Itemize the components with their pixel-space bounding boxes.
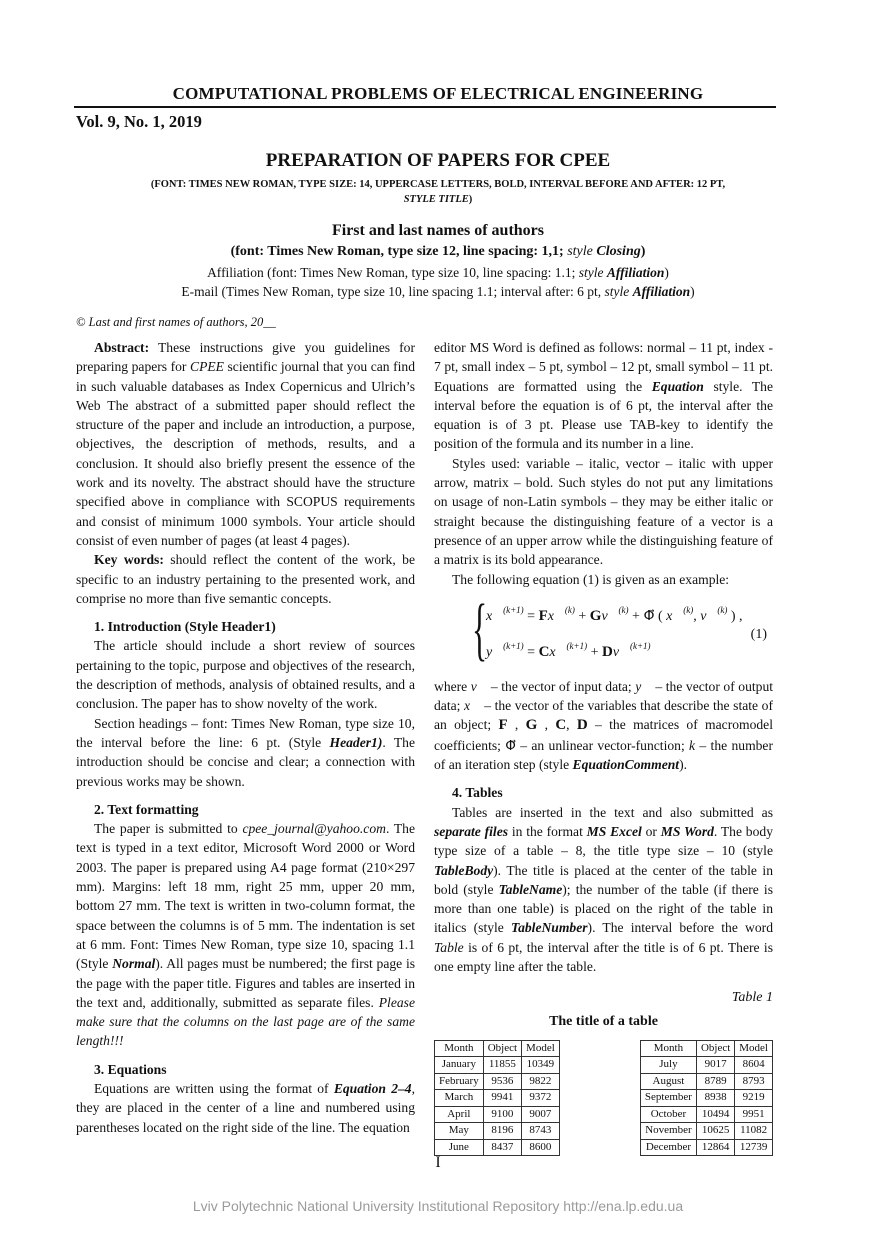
text-run: Normal	[112, 956, 156, 972]
paragraph	[434, 454, 773, 570]
text-run: in the format	[508, 823, 587, 839]
table-cell: 12739	[735, 1139, 773, 1156]
author-names: First and last names of authors	[331, 222, 544, 239]
text-run: Header1)	[329, 734, 383, 750]
table-header-row	[640, 1040, 772, 1057]
table-cell: 9100	[483, 1106, 521, 1123]
text-run: The paper is submitted to	[94, 821, 243, 837]
copyright: © Last and first names of authors, 20__	[76, 315, 276, 329]
text-run: Abstract:	[94, 340, 150, 355]
text-run: C	[538, 643, 550, 660]
text-run: . The text is typed in a text editor, Microsoft Word 2000 or Word 2003. The paper is prepared using A4 page format (210×297 mm). Margins: left 18 mm, right 25 mm, upper 20 mm, bottom 27 mm. The text is written in two-column format, the space between the columns is of 5 mm. The indentation is set at 6 mm. Font: Times New Roman, type size 10, spacing 1.1 (Style	[76, 821, 415, 972]
table-right	[640, 1040, 773, 1157]
text-run: Affiliation	[606, 265, 665, 280]
table-cell: 8789	[696, 1073, 734, 1090]
left-column	[76, 338, 415, 1137]
table-1	[434, 1040, 773, 1157]
text-run: C	[555, 717, 567, 734]
abstract	[76, 338, 415, 550]
text-run: ); the number of the table (if there is more than one table) is placed on the right of the table in italics (style	[434, 881, 773, 936]
text-run: (k)	[564, 604, 575, 615]
text-run: where	[434, 678, 471, 694]
text-run: ,	[693, 608, 701, 624]
volume-info: Vol. 9, No. 1, 2019	[76, 112, 202, 131]
table-cell: 9941	[483, 1090, 521, 1107]
text-run: EquationComment	[572, 757, 680, 773]
email-line	[0, 284, 876, 300]
text-run: Table	[434, 939, 464, 955]
text-run: F	[498, 717, 508, 734]
text-run: Tables are inserted in the text and also submitted as	[452, 804, 773, 820]
table-row	[435, 1073, 560, 1090]
column-header: Month	[640, 1040, 696, 1057]
text-run: Equations are written using the format of	[94, 1080, 334, 1096]
text-run: )	[664, 265, 669, 280]
text-run: =	[523, 644, 539, 660]
text-run: ,	[507, 717, 526, 733]
text-run: v⃗	[700, 608, 718, 624]
text-run: – the vector of output data;	[434, 678, 774, 714]
text-run: k	[689, 737, 696, 753]
paragraph	[76, 819, 415, 1051]
equation-comment	[434, 677, 773, 774]
table-cell: November	[640, 1123, 696, 1140]
text-run: x⃗	[549, 644, 567, 660]
table-cell: 10349	[522, 1057, 560, 1074]
text-run: G	[525, 717, 538, 734]
text-run: – the number of an iteration step (style	[434, 737, 773, 773]
text-run: CPEE	[190, 359, 224, 375]
table-cell: March	[435, 1090, 484, 1107]
text-run: . The body type size of a table – 8, the title type size – 10 (style	[434, 823, 773, 859]
table-cell: 9219	[735, 1090, 773, 1107]
table-left	[434, 1040, 560, 1157]
text-run: (k+1)	[566, 640, 588, 651]
text-run: Equation 2–4	[333, 1080, 412, 1096]
table-cell: 8743	[522, 1123, 560, 1140]
table-cell: 9372	[522, 1090, 560, 1107]
equation-number: (1)	[750, 626, 767, 642]
title-note-end: )	[468, 194, 473, 205]
table-cell: May	[435, 1123, 484, 1140]
table-row	[640, 1057, 772, 1074]
table-title: The title of a table	[549, 1013, 658, 1029]
text-run: Key words:	[94, 552, 164, 568]
table-cell: 8793	[735, 1073, 773, 1090]
table-cell: 9951	[735, 1106, 773, 1123]
author-note	[0, 244, 876, 260]
right-column	[434, 338, 773, 1156]
text-run: scientific journal that you can find in such valuable databases as Index Copernicus and Ulrich’s Web The abstract of a submitted paper should reflect the structure of the paper and include an introduction, a purpose, objectives, the description of methods, results, and a conclusion. It should also briefly present the essence of the work and its novelty. The abstract should have the structure specified above in compliance with SCOPUS requirements and consist of minimum 1000 symbols. Your article should consist of even number of pages (at least 4 pages).	[76, 359, 415, 548]
text-run: x⃗	[486, 608, 504, 624]
table-cell: 10494	[696, 1106, 734, 1123]
text-run: y⃗	[486, 644, 504, 660]
table-cell: October	[640, 1106, 696, 1123]
section-heading: 4. Tables	[452, 785, 503, 801]
text-run: =	[523, 608, 539, 624]
table-row	[435, 1057, 560, 1074]
table-cell: 9007	[522, 1106, 560, 1123]
text-run: Styles used: variable – italic, vector – italic with upper arrow, matrix – bold. Such styles do not put any limitations on usage of non-Latin symbols – they may be either italic or straight because the distinguishing feature of a vector is a presence of an upper arrow while the distinguishing feature of a matrix is its bold appearance.	[434, 455, 773, 568]
paragraph	[434, 803, 773, 977]
table-cell: June	[435, 1139, 484, 1156]
table-number: Table 1	[731, 990, 773, 1006]
text-run: + Φ⃗ (	[628, 608, 667, 624]
title-note	[150, 177, 726, 207]
table-cell: 8600	[522, 1139, 560, 1156]
text-run: )	[640, 244, 646, 259]
section-heading: 3. Equations	[94, 1061, 167, 1077]
table-cell: 8604	[735, 1057, 773, 1074]
table-cell: 8196	[483, 1123, 521, 1140]
text-run: (k)	[717, 604, 728, 615]
text-run: or	[641, 823, 661, 839]
text-run: – the vector of input data;	[487, 678, 636, 694]
table-cell: January	[435, 1057, 484, 1074]
text-run: ,	[566, 717, 577, 733]
text-run: style	[604, 284, 633, 299]
paragraph	[76, 636, 415, 713]
paragraph	[434, 570, 773, 589]
table-cell: 10625	[696, 1123, 734, 1140]
text-run: – the vector of the variables that describe the state of an object;	[434, 698, 773, 733]
equation-1	[434, 590, 773, 673]
text-run: v⃗	[470, 678, 488, 694]
text-run: cpee_journal@yahoo.com	[242, 821, 386, 837]
text-run: x⃗	[464, 698, 481, 714]
table-cell: 9536	[483, 1073, 521, 1090]
text-run: is of 6 pt, the interval after the title is of 6 pt. There is one empty line after the table.	[434, 939, 773, 975]
text-run: separate files	[434, 823, 509, 839]
title-note-text: (FONT: TIMES NEW ROMAN, TYPE SIZE: 14, UPPERCASE LETTERS, BOLD, INTERVAL BEFORE AND AFTER: 12 PT,	[150, 179, 726, 190]
table-row	[435, 1106, 560, 1123]
table-cell: July	[640, 1057, 696, 1074]
text-run: TableNumber	[511, 920, 588, 936]
text-run: The following equation (1) is given as an example:	[452, 571, 730, 587]
text-run: D	[602, 643, 613, 660]
paper-title: PREPARATION OF PAPERS FOR CPEE	[265, 150, 611, 171]
text-run: , they are placed in the center of a line and numbered using parentheses located on the right side of the line. The equation	[76, 1080, 415, 1135]
text-run: (k)	[618, 604, 629, 615]
text-run: +	[587, 644, 602, 660]
affiliation	[0, 265, 876, 281]
text-run: The article should include a short review of sources pertaining to the topic, purpose and objectives of the research, the description of methods, analysis of obtained results, and a conclusion. The paper has to show novelty of the work.	[76, 638, 415, 712]
text-run: ). All pages must be numbered; the first page is the page with the paper title. Figures and tables are inserted in the text and, additionally, submitted as separate files.	[76, 956, 416, 1010]
text-run: (k+1)	[503, 604, 524, 615]
text-run: (font: Times New Roman, type size 12, line spacing: 1,1;	[230, 244, 568, 259]
table-row	[435, 1123, 560, 1140]
section-heading: 1. Introduction (Style Header1)	[94, 619, 276, 635]
table-row	[640, 1106, 772, 1123]
text-run: G	[589, 607, 602, 624]
table-row	[640, 1123, 772, 1140]
text-run: +	[574, 608, 590, 624]
text-run: (k+1)	[503, 640, 524, 651]
table-cell: 8437	[483, 1139, 521, 1156]
text-run: style. The interval before the equation is of 6 pt, the interval after the equation is of 3 pt. Please use TAB-key to identify the position of the formula and its number in a line.	[434, 378, 773, 452]
repository-footer: Lviv Polytechnic National University Institutional Repository http://ena.lp.edu.ua	[192, 1198, 684, 1214]
section-heading: 2. Text formatting	[94, 801, 199, 817]
table-row	[640, 1090, 772, 1107]
text-run: TableBody	[434, 862, 494, 878]
text-run: These instructions give you guidelines for preparing papers for	[76, 340, 415, 375]
paragraph	[76, 714, 415, 791]
text-run: (k+1)	[629, 640, 651, 651]
text-run: MS Excel	[586, 823, 642, 839]
paragraph	[76, 1079, 415, 1137]
text-run: ,	[537, 717, 556, 733]
text-run: ).	[679, 757, 687, 773]
text-run: ). The title is placed at the center of the table in bold (style	[434, 862, 773, 897]
text-run: y⃗	[635, 678, 652, 694]
title-note-style: STYLE TITLE	[403, 194, 469, 205]
table-cell: September	[640, 1090, 696, 1107]
header-rule	[74, 106, 776, 108]
journal-name: COMPUTATIONAL PROBLEMS OF ELECTRICAL ENGINEERING	[172, 84, 704, 103]
table-cell: 8938	[696, 1090, 734, 1107]
text-run: Please make sure that the columns on the last page are of the same length!!!	[76, 994, 415, 1049]
text-run: Equation	[651, 378, 704, 394]
table-row	[435, 1090, 560, 1107]
page-number: I	[435, 1154, 441, 1171]
table-cell: February	[435, 1073, 484, 1090]
table-cell: April	[435, 1106, 484, 1123]
text-run: ). The interval before the word	[587, 920, 773, 936]
text-run: TableName	[498, 881, 563, 897]
text-run: Affiliation (font: Times New Roman, type size 10, line spacing: 1.1;	[207, 265, 579, 280]
column-header: Object	[483, 1040, 521, 1057]
table-cell: 12864	[696, 1139, 734, 1156]
text-run: D	[576, 717, 588, 734]
text-run: )	[690, 284, 695, 299]
column-header: Month	[435, 1040, 484, 1057]
column-header: Object	[696, 1040, 734, 1057]
table-cell: 9822	[522, 1073, 560, 1090]
table-cell: 9017	[696, 1057, 734, 1074]
brace: {	[472, 590, 488, 668]
text-run: . The introduction should be concise and clear; a connection with previous works may be shown.	[76, 734, 415, 789]
column-header: Model	[522, 1040, 560, 1057]
text-run: (k)	[683, 604, 694, 615]
keywords	[76, 550, 415, 608]
text-run: MS Word	[660, 823, 714, 839]
text-run: style	[578, 265, 607, 280]
text-run: v⃗	[601, 608, 619, 624]
table-cell: 11082	[735, 1123, 773, 1140]
text-run: x⃗	[547, 608, 565, 624]
table-cell: December	[640, 1139, 696, 1156]
table-row	[640, 1073, 772, 1090]
text-run: style	[567, 244, 597, 259]
text-run: F	[538, 607, 548, 624]
text-run: should reflect the content of the work, be specific to an industry pertaining to the presented work, and comprise no more than five semantic concepts.	[76, 552, 416, 606]
text-run: Closing	[596, 244, 641, 259]
text-run: Section headings – font: Times New Roman, type size 10, the interval before the line: 6 pt. (Style	[76, 715, 415, 750]
text-run: E-mail (Times New Roman, type size 10, line spacing 1.1; interval after: 6 pt,	[181, 284, 605, 299]
text-run: – the matrices of macromodel coefficients; Φ⃗ – an unlinear vector-function;	[434, 717, 773, 753]
table-cell: 11855	[483, 1057, 521, 1074]
paragraph	[434, 338, 773, 454]
table-header-row	[435, 1040, 560, 1057]
text-run: editor MS Word is defined as follows: normal – 11 pt, index - 7 pt, small index – 5 pt, symbol – 12 pt, small symbol – 11 pt. Equations are formatted using the	[434, 340, 773, 394]
text-run: v⃗	[612, 644, 630, 660]
table-cell: August	[640, 1073, 696, 1090]
text-run: Affiliation	[632, 284, 691, 299]
equation-line	[486, 601, 743, 626]
text-run: ) ,	[727, 608, 743, 624]
equation-line	[486, 637, 651, 662]
column-header: Model	[735, 1040, 773, 1057]
text-run: x⃗	[666, 608, 684, 624]
